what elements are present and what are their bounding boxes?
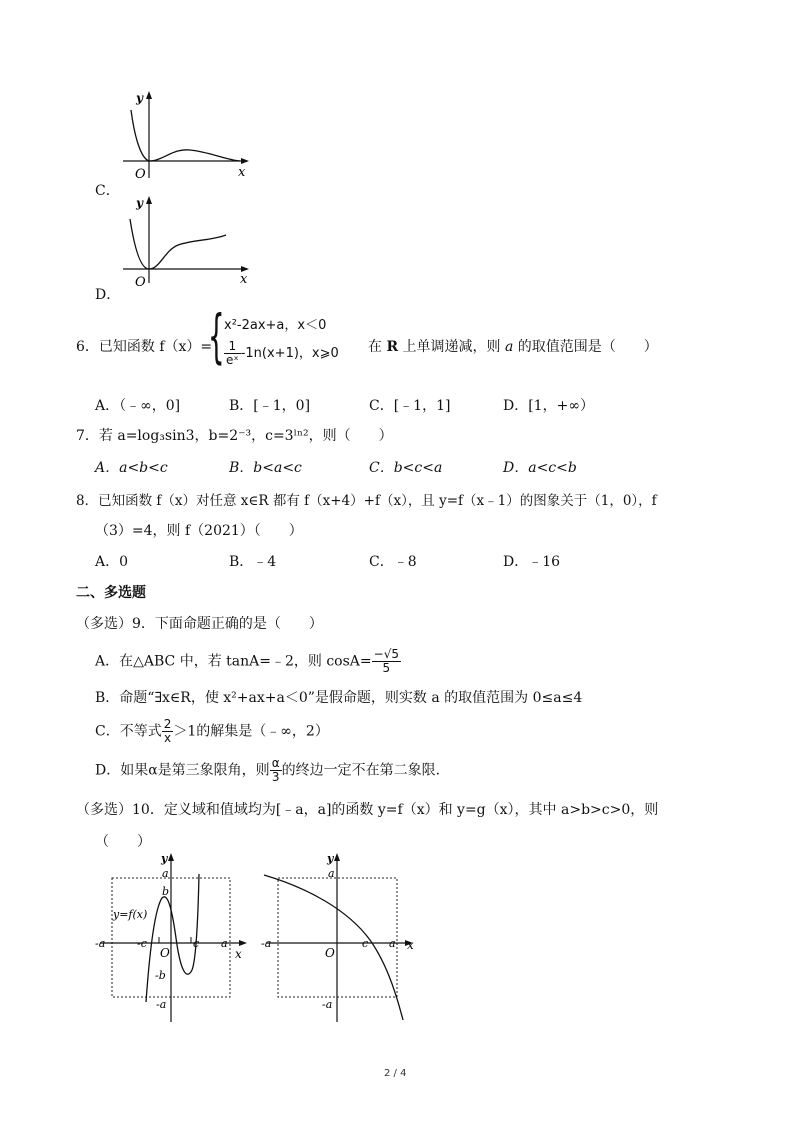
graph-y-equals-f-x bbox=[92, 850, 252, 1025]
q6-option-b: B．[﹣1，0] bbox=[229, 398, 311, 414]
q6-piece-2-rest: -1n(x+1)，x⩾0 bbox=[240, 346, 339, 361]
x-axis-arrow bbox=[239, 940, 247, 946]
q6-piece-2 bbox=[224, 340, 339, 367]
q9-c-frac-den: x bbox=[163, 731, 172, 745]
f-function-label: y=f(x) bbox=[113, 908, 148, 921]
q6-post-a: a bbox=[505, 339, 514, 355]
q9-option-c bbox=[95, 718, 329, 745]
g-a-top-label: a bbox=[328, 867, 335, 880]
q6-frac-den: eˣ bbox=[226, 353, 239, 367]
y-axis-arrow bbox=[146, 91, 152, 99]
curve-d bbox=[130, 219, 226, 269]
q6-post-2: 上单调递减，则 bbox=[398, 339, 505, 355]
option-d-label: D． bbox=[95, 287, 121, 303]
q7-option-a: A．a<b<c bbox=[95, 460, 168, 476]
q6-option-a: A．（﹣∞，0] bbox=[95, 398, 181, 414]
q9-c-frac-num: 2 bbox=[163, 717, 172, 731]
f-b-label: b bbox=[162, 885, 170, 898]
g-y-label: y bbox=[327, 852, 334, 865]
q8-option-a: A．0 bbox=[95, 554, 129, 570]
origin-label: O bbox=[135, 275, 146, 289]
q6-post-1: 在 bbox=[368, 339, 387, 355]
q6-post-3: 的取值范围是（ ） bbox=[513, 339, 658, 355]
q9-a-frac-den: 5 bbox=[382, 661, 391, 675]
q9-c-fraction bbox=[162, 718, 174, 745]
f-x-label: x bbox=[235, 947, 242, 961]
q9-a-text: A．在△ABC 中，若 tanA=﹣2，则 cosA= bbox=[95, 653, 372, 670]
q6-piece-1: x²-2ax+a，x＜0 bbox=[224, 318, 327, 333]
q8-line-2: （3）=4，则 f（2021）（ ） bbox=[95, 523, 303, 539]
q8-line-1: 8．已知函数 f（x）对任意 x∈R 都有 f（x+4）+f（x），且 y=f（x﹣1）的图象关于（1，0），f bbox=[76, 493, 657, 509]
g-a-right-label: a bbox=[389, 937, 396, 950]
y-axis-arrow bbox=[146, 196, 152, 204]
q9-c-post: ＞1的解集是（﹣∞，2） bbox=[173, 723, 329, 740]
q9-c-pre: C．不等式 bbox=[95, 723, 162, 740]
q7-option-d: D．a<c<b bbox=[503, 460, 577, 476]
q6-post-R: R bbox=[386, 339, 399, 355]
y-label: y bbox=[136, 91, 143, 105]
q9-option-b: B．命题“∃x∈R，使 x²+ax+a＜0”是假命题，则实数 a 的取值范围为 0≤a≤4 bbox=[95, 690, 583, 706]
q9-d-frac-num: α bbox=[271, 756, 280, 770]
q10-line-1: （多选）10．定义域和值域均为[﹣a，a]的函数 y=f（x）和 y=g（x），其中 a>b>c>0，则 bbox=[76, 802, 659, 818]
q6-frac-num: 1 bbox=[224, 340, 241, 354]
f-c-label: c bbox=[193, 937, 200, 950]
q7-option-b: B．b<a<c bbox=[229, 460, 302, 476]
q9-d-frac-den: 3 bbox=[271, 770, 280, 784]
y-axis-arrow bbox=[168, 853, 174, 861]
q8-option-b: B．﹣4 bbox=[229, 554, 277, 570]
q9-d-post: 的终边一定不在第二象限. bbox=[281, 762, 441, 779]
f-origin-label: O bbox=[160, 946, 170, 960]
x-axis-arrow bbox=[241, 158, 249, 164]
f-a-right-label: a bbox=[221, 937, 228, 950]
q9-d-fraction bbox=[270, 757, 282, 784]
section-title-multi-choice: 二、多选题 bbox=[76, 585, 146, 601]
f-a-top-label: a bbox=[162, 867, 169, 880]
g-origin-label: O bbox=[325, 946, 335, 960]
f-neg-a-bottom-label: -a bbox=[156, 998, 167, 1011]
g-neg-a-bottom-label: -a bbox=[322, 998, 333, 1011]
q9-option-d bbox=[95, 757, 440, 784]
q9-a-fraction bbox=[372, 648, 401, 675]
q9-stem: （多选）9．下面命题正确的是（ ） bbox=[76, 616, 323, 632]
g-neg-a-left-label: -a bbox=[261, 937, 272, 950]
q6-stem-post bbox=[368, 336, 658, 356]
origin-label: O bbox=[135, 167, 146, 182]
q9-d-pre: D．如果α是第三象限角，则 bbox=[95, 762, 270, 779]
g-x-label: x bbox=[407, 938, 414, 952]
y-label: y bbox=[136, 196, 143, 210]
q10-line-2: （ ） bbox=[95, 834, 151, 850]
x-label: x bbox=[238, 165, 246, 180]
q7-stem: 7．若 a=log₃sin3，b=2⁻³，c=3ˡⁿ²，则（ ） bbox=[76, 428, 393, 444]
f-neg-a-left-label: -a bbox=[95, 937, 106, 950]
q8-option-d: D．﹣16 bbox=[503, 554, 561, 570]
f-y-label: y bbox=[161, 852, 168, 865]
q8-option-c: C．﹣8 bbox=[369, 554, 417, 570]
q6-stem-pre: 6．已知函数 f（x）= bbox=[76, 339, 213, 355]
f-neg-c-label: -c bbox=[137, 937, 147, 950]
graph-option-c bbox=[118, 88, 258, 184]
curve-c bbox=[131, 110, 240, 161]
g-c-label: c bbox=[362, 937, 369, 950]
y-axis-arrow bbox=[334, 853, 340, 861]
q9-option-a bbox=[95, 648, 401, 675]
option-c-label: C． bbox=[95, 183, 120, 199]
graph-option-d bbox=[118, 193, 258, 289]
q6-piecewise-brace: { bbox=[208, 302, 225, 370]
x-label: x bbox=[240, 272, 248, 287]
q6-option-c: C．[﹣1，1] bbox=[369, 398, 451, 414]
q7-option-c: C．b<c<a bbox=[369, 460, 443, 476]
graph-y-equals-g-x bbox=[258, 850, 423, 1025]
q6-option-d: D．[1，+∞） bbox=[503, 398, 594, 414]
q6-piece-2-fraction bbox=[224, 340, 241, 367]
q9-a-frac-num: −√5 bbox=[373, 647, 399, 661]
f-neg-b-label: -b bbox=[155, 969, 166, 982]
page-number: 2 / 4 bbox=[384, 1068, 407, 1079]
